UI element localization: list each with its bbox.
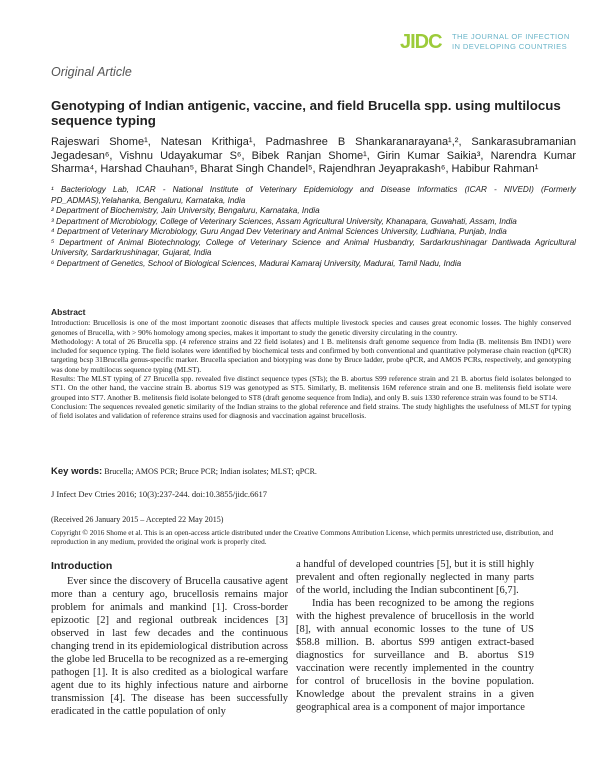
keywords — [51, 466, 571, 477]
introduction-paragraph: India has been recognized to be among the regions with the highest prevalence of brucellosis in the world [8], with annual economic losses to the tune of US $58.8 million. B. abortus S99 antigen extract-based diagnostics for surveillance and B. abortus S19 vaccination were recently implemented in the country for control of brucellosis in the bovine population. Knowledge about the prevalent strains in a given geographical area is a component of major importance — [296, 598, 534, 713]
copyright-notice: Copyright © 2016 Shome et al. This is an open-access article distributed under the Creative Commons Attribution License, which permits unrestricted use, distribution, and reproduction in any medium, provided the original work is properly cited. — [51, 528, 554, 547]
affiliation-item: ⁶ Department of Genetics, School of Biological Sciences, Madurai Kamaraj University, Madurai, Tamil Nadu, India — [51, 258, 462, 268]
keywords-text: Brucella; AMOS PCR; Bruce PCR; Indian isolates; MLST; qPCR. — [104, 467, 317, 476]
introduction-left-column — [51, 575, 288, 718]
abstract-methodology: Methodology: A total of 26 Brucella spp. (4 reference strains and 22 field isolates) and 1 B. melitensis draft genome sequence from India (B. melitensis Bm IND1) were included for sequence typing. The field isolates were identified by biochemical tests and confirmed by both conventional and quantitative polymerase chain reaction (qPCR) targeting bcsp 31Brucella genus-specific marker. Brucella speciation and biotyping was done by Bruce ladder, probe qPCR, and AMOS PCRs, respectively, and genotyping was done by multilocus sequence typing (MLST). — [51, 336, 571, 374]
abstract-heading: Abstract — [51, 307, 86, 317]
citation: J Infect Dev Ctries 2016; 10(3):237-244. doi:10.3855/jidc.6617 — [51, 489, 268, 499]
keywords-label: Key words: — [51, 466, 103, 477]
affiliation-item: ³ Department of Microbiology, College of Veterinary Sciences, Assam Agricultural University, Khanapara, Guwahati, Assam, India — [51, 216, 517, 226]
logo-mark: JIDC — [400, 30, 448, 54]
introduction-paragraph: Ever since the discovery of Brucella causative agent more than a century ago, brucellosis remains major problem for animals and mankind [1]. Cross-border epizootic [2] and regional outbreak incidences [3] observed in last few decades and the continuous changing trend in its epidemiological distribution across the globe led Brucella to be recognized as a re-emerging pathogen [1]. It is also credited as a biological warfare agent due to its highly infectious nature and airborne transmission [4]. The disease has been successfully eradicated in the cattle population of only — [51, 576, 288, 717]
affiliation-item: ² Department of Biochemistry, Jain University, Bengaluru, Karnataka, India — [51, 206, 320, 215]
journal-name-line2: IN DEVELOPING COUNTRIES — [452, 42, 568, 51]
article-title: Genotyping of Indian antigenic, vaccine, and field Brucella spp. using multilocus sequence typing — [51, 98, 561, 128]
received-dates: (Received 26 January 2015 – Accepted 22 May 2015) — [51, 515, 224, 524]
abstract-introduction: Introduction: Brucellosis is one of the most important zoonotic diseases that affects multiple livestock species and causes great economic losses. The highly conserved genomes of Brucella, with > 90% homology among species, makes it important to study the genetic diversity circulating in the country. — [51, 318, 571, 337]
abstract — [51, 308, 571, 421]
journal-name-line1: THE JOURNAL OF INFECTION — [452, 32, 570, 41]
journal-logo — [400, 30, 570, 56]
abstract-results: Results: The MLST typing of 27 Brucella spp. revealed five distinct sequence types (STs); the B. abortus S99 reference strain and 21 B. abortus field isolates belonged to ST1. On the other hand, the vaccine strain B. abortus S19 was genotyped as ST5. Similarly, B. melitensis 16M reference strain and one B. melitensis field isolate were grouped into ST7. Another B. melitensis field isolate belonged to ST8 (draft genome sequence from India), and only B. suis 1330 reference strain was found to be ST14. — [51, 374, 571, 402]
affiliation-item: ⁴ Department of Veterinary Microbiology, Guru Angad Dev Veterinary and Animal Sciences University, Ludhiana, Punjab, India — [51, 227, 507, 236]
author-list: Rajeswari Shome¹, Natesan Krithiga¹, Padmashree B Shankaranarayana¹,², Sankarasubramanian Jegadesan⁶, Vishnu Udayakumar S⁶, Bibek Ranjan Shome¹, Girin Kumar Saikia³, Narendra Kumar Sharma⁴, Harshad Chauhan⁵, Bharat Singh Chandel⁵, Rajendhran Jeyaprakash⁶, Habibur Rahman¹ — [51, 136, 576, 175]
affiliations — [51, 185, 576, 269]
introduction-paragraph: a handful of developed countries [5], but it is still highly prevalent and often regionally neglected in many parts of the world, including the Indian subcontinent [6,7]. — [296, 559, 534, 596]
abstract-conclusion: Conclusion: The sequences revealed genetic similarity of the Indian strains to the global reference and field strains. The study highlights the usefulness of MLST for typing of field isolates and validation of reference strains used for diagnosis and vaccination against brucellosis. — [51, 401, 571, 421]
affiliation-item: ¹ Bacteriology Lab, ICAR - National Institute of Veterinary Epidemiology and Disease Informatics (ICAR - NIVEDI) (Formerly PD_ADMAS),Yelahanka, Bengaluru, Karnataka, India — [51, 185, 576, 205]
article-type: Original Article — [51, 65, 132, 79]
affiliation-item: ⁵ Department of Animal Biotechnology, College of Veterinary Science and Animal Husbandry, Sardarkrushinagar Dantiwada Agricultural University, Sardarkrushinagar, Gujarat, India — [51, 237, 576, 257]
introduction-heading: Introduction — [51, 560, 113, 572]
introduction-right-column — [296, 558, 534, 714]
